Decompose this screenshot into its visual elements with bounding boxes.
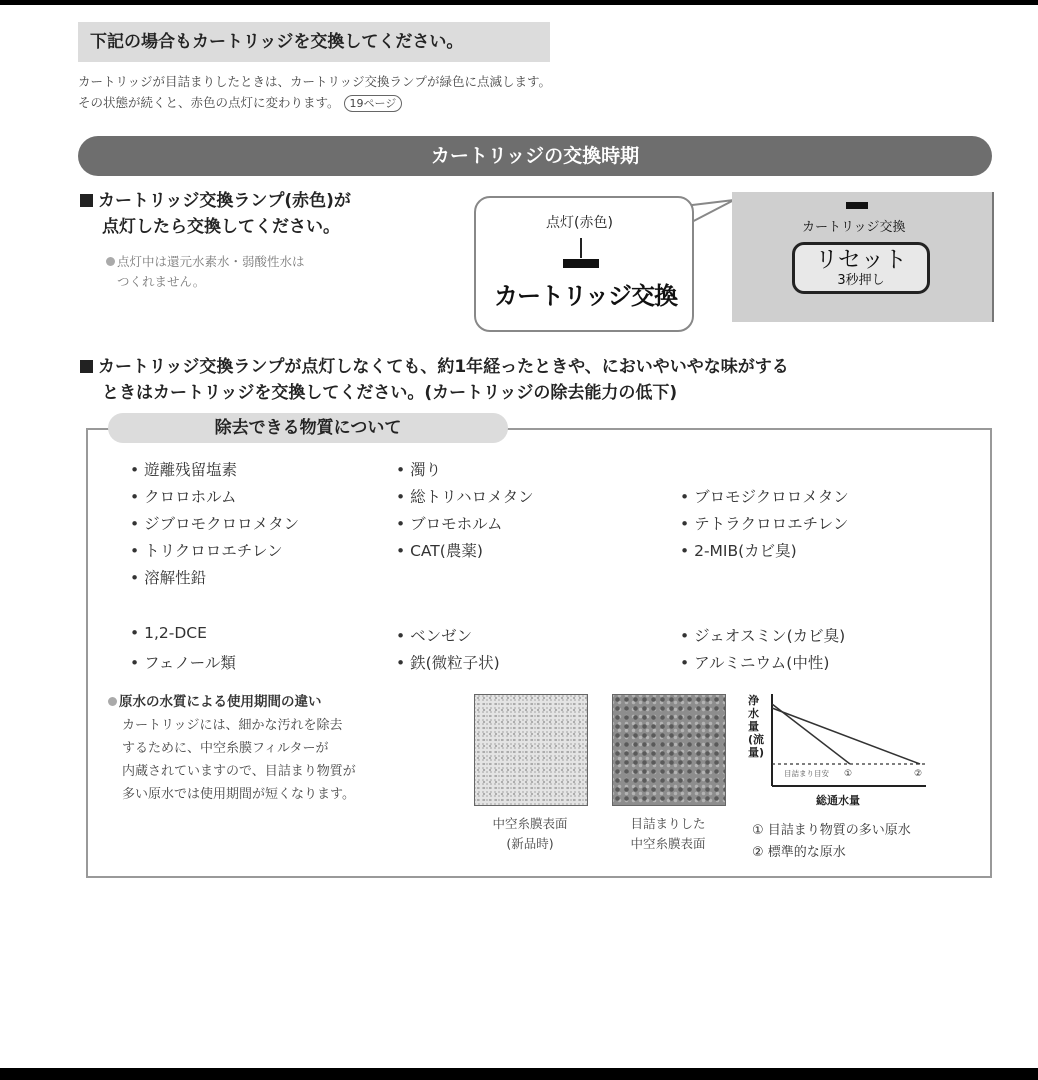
lamp-state-label: 点灯(赤色) bbox=[546, 215, 613, 231]
substance-item: • 鉄(微粒子状) bbox=[396, 654, 500, 672]
water-quality-body: カートリッジには、細かな汚れを除去 するために、中空糸膜フィルターが 内蔵されていますので、目詰まり物質が 多い原水では使用期間が短くなります。 bbox=[122, 718, 356, 802]
top-border bbox=[0, 0, 1038, 5]
clogged-membrane-caption: 目詰まりした 中空糸膜表面 bbox=[630, 816, 706, 851]
reset-button-sublabel: 3秒押し bbox=[837, 273, 885, 288]
bullet-dot-icon bbox=[106, 257, 115, 266]
square-bullet-icon bbox=[80, 360, 93, 373]
graph-legend bbox=[752, 820, 911, 864]
substance-item: • アルミニウム(中性) bbox=[680, 654, 830, 672]
substance-item: • テトラクロロエチレン bbox=[680, 515, 849, 533]
square-bullet-icon bbox=[80, 194, 93, 207]
panel-lamp-icon bbox=[846, 202, 868, 209]
substance-item: • 濁り bbox=[396, 461, 442, 479]
substance-item: • 2-MIB(カビ臭) bbox=[680, 542, 797, 560]
graph-line-2 bbox=[772, 708, 920, 764]
lamp-callout-text: カートリッジ交換 bbox=[494, 282, 678, 310]
section1-heading: カートリッジ交換ランプ(赤色)が 点灯したら交換してください。 bbox=[80, 188, 351, 240]
substance-item: • 総トリハロメタン bbox=[396, 488, 534, 506]
new-membrane-image bbox=[474, 694, 588, 806]
new-membrane-caption: 中空糸膜表面 (新品時) bbox=[492, 816, 568, 851]
lamp-callout bbox=[474, 196, 694, 332]
substance-item: • トリクロロエチレン bbox=[130, 542, 283, 560]
graph-y-label: 浄水量(流量) bbox=[748, 694, 765, 759]
substance-item: • ブロモジクロロメタン bbox=[680, 488, 849, 506]
lamp-indicator-icon bbox=[563, 259, 599, 268]
replacement-timing-banner: カートリッジの交換時期 bbox=[78, 136, 992, 176]
water-quality-heading: 原水の水質による使用期間の違い bbox=[108, 690, 322, 710]
substance-item: • ベンゼン bbox=[396, 627, 473, 645]
graph-x-label: 総通水量 bbox=[816, 794, 860, 807]
substance-item: • ジェオスミン(カビ臭) bbox=[680, 627, 846, 645]
reset-button[interactable] bbox=[792, 242, 930, 294]
bottom-border bbox=[0, 1068, 1038, 1080]
clogged-membrane-image bbox=[612, 694, 726, 806]
reset-button-label: リセット bbox=[815, 247, 907, 273]
graph-marker-1: ① bbox=[844, 769, 853, 779]
control-panel bbox=[732, 192, 994, 322]
notice-line-2: その状態が続くと、赤色の点灯に変わります。 bbox=[78, 95, 340, 110]
substances-title: 除去できる物質について bbox=[108, 413, 508, 443]
substance-item: • フェノール類 bbox=[130, 654, 236, 672]
legend-item-1: ① 目詰まり物質の多い原水 bbox=[752, 823, 911, 838]
page-reference: 19ページ bbox=[344, 95, 403, 112]
notice-line-2-row bbox=[78, 93, 402, 112]
substance-item: • 1,2-DCE bbox=[130, 624, 207, 642]
substance-item: • ブロモホルム bbox=[396, 515, 503, 533]
notice-line-1: カートリッジが目詰まりしたときは、カートリッジ交換ランプが緑色に点滅します。 bbox=[78, 74, 552, 89]
graph-marker-2: ② bbox=[914, 769, 923, 779]
substance-item: • 遊離残留塩素 bbox=[130, 461, 238, 479]
section1-note: 点灯中は還元水素水・弱酸性水は つくれません。 bbox=[106, 252, 305, 292]
bullet-dot-icon bbox=[108, 697, 117, 706]
substance-item: • 溶解性鉛 bbox=[130, 569, 207, 587]
substance-item: • CAT(農薬) bbox=[396, 542, 483, 560]
section2-heading: カートリッジ交換ランプが点灯しなくても、約1年経ったときや、においやいやな味がする ときはカートリッジを交換してください。(カートリッジの除去能力の低下) bbox=[80, 354, 789, 406]
substance-item: • ジブロモクロロメタン bbox=[130, 515, 300, 533]
substance-item: • クロロホルム bbox=[130, 488, 237, 506]
notice-heading: 下記の場合もカートリッジを交換してください。 bbox=[78, 22, 550, 62]
panel-lamp-label: カートリッジ交換 bbox=[802, 220, 906, 235]
graph-threshold-label: 目詰まり目安 bbox=[784, 769, 829, 778]
flow-graph bbox=[744, 690, 934, 810]
lamp-stem bbox=[580, 238, 582, 258]
legend-item-2: ② 標準的な原水 bbox=[752, 845, 846, 860]
